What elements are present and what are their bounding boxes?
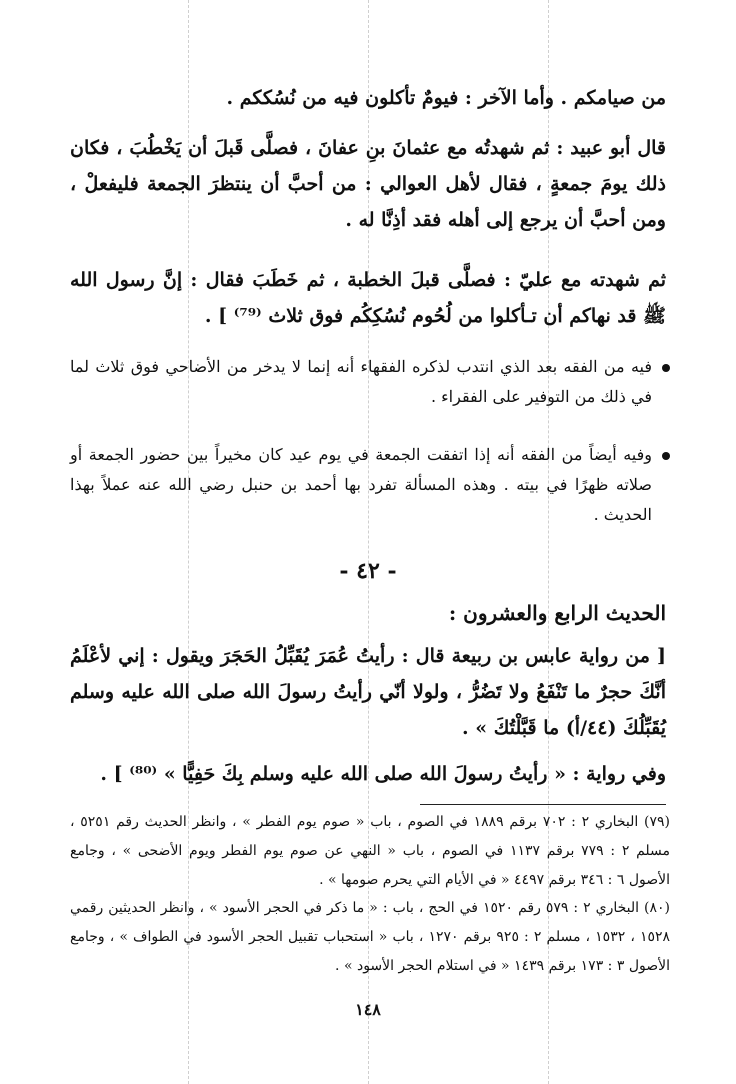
hadith-heading: الحديث الرابع والعشرون :	[448, 601, 666, 625]
section-number: - ٤٢ -	[339, 558, 397, 584]
footnote-79: (٧٩) البخاري ٢ : ٧٠٢ برقم ١٨٨٩ في الصوم ، باب « صوم يوم الفطر » ، وانظر الحديث رقم ٥٢٥١ ، مسلم ٢ : ٧٧٩ برقم ١١٣٧ في الصوم ، باب « النهي عن صوم يوم الفطر ويوم الأضحى » ، وجامع الأصول ٦ : ٣٤٦ برقم ٤٤٩٧ « في الأيام التي يحرم صومها » .	[70, 814, 671, 888]
paragraph-3: ثم شهدته مع عليّ : فصلَّى قبلَ الخطبة ، ثم خَطَبَ فقال : إنَّ رسول الله ﷺ قد نهاكم أن تـأكلوا من لُحُوم نُسُكِكُم فوق ثلاث ⁽⁷⁹⁾ ] .	[70, 269, 666, 327]
paragraph-2: قال أبو عبيد : ثم شهدتُه مع عثمانَ بنِ عفانَ ، فصلَّى قَبلَ أن يَخْطُبَ ، فكان ذلك يومَ جمعةٍ ، فقال لأهل العوالي : من أحبَّ أن ينتظرَ الجمعة فليفعلْ ، ومن أحبَّ أن يرجع إلى أهله فقد أذِنَّا له .	[70, 137, 666, 231]
bullet-icon	[662, 364, 670, 372]
bullet-item-2: وفيه أيضاً من الفقه أنه إذا اتفقت الجمعة في يوم عيد كان مخيراً بين حضور الجمعة أو صلاته ظهرًا في بيته . وهذه المسألة تفرد بها أحمد بن حنبل رضي الله عنه عملاً بهذا الحديث .	[70, 440, 670, 530]
page-number: ١٤٨	[355, 1000, 381, 1019]
footnote-divider	[420, 804, 666, 805]
paragraph-4: [ من رواية عابس بن ربيعة قال : رأيتُ عُمَرَ يُقَبِّلُ الحَجَرَ ويقول : إني لأعْلَمُ أنَّكَ حجرٌ ما تَنْفَعُ ولا تَضُرُّ ، ولولا أنّي رأيتُ رسولَ الله صلى الله عليه وسلم يُقَبِّلُكَ (٤٤/أ) ما قَبَّلْتُكَ » .	[70, 645, 666, 739]
paragraph-1: من صيامكم . وأما الآخر : فيومٌ تأكلون فيه من نُسُككم .	[226, 87, 666, 109]
bullet-item-1: فيه من الفقه بعد الذي انتدب لذكره الفقهاء أنه إنما لا يدخر من الأضاحي فوق ثلاث لما في ذلك من التوفير على الفقراء .	[70, 352, 670, 412]
footnote-80: (٨٠) البخاري ٢ : ٥٧٩ رقم ١٥٢٠ في الحج ، باب : « ما ذكر في الحجر الأسود » ، وانظر الحديثين رقمي ١٥٢٨ ، ١٥٣٢ ، مسلم ٢ : ٩٢٥ برقم ١٢٧٠ ، باب « استحباب تقبيل الحجر الأسود في الطواف » ، وجامع الأصول ٣ : ١٧٣ برقم ١٤٣٩ « في استلام الحجر الأسود » .	[70, 900, 671, 974]
bullet-icon	[662, 452, 670, 460]
paragraph-5: وفي رواية : « رأيتُ رسولَ الله صلى الله عليه وسلم بِكَ حَفِيًّا » ⁽⁸⁰⁾ ] .	[100, 763, 666, 785]
